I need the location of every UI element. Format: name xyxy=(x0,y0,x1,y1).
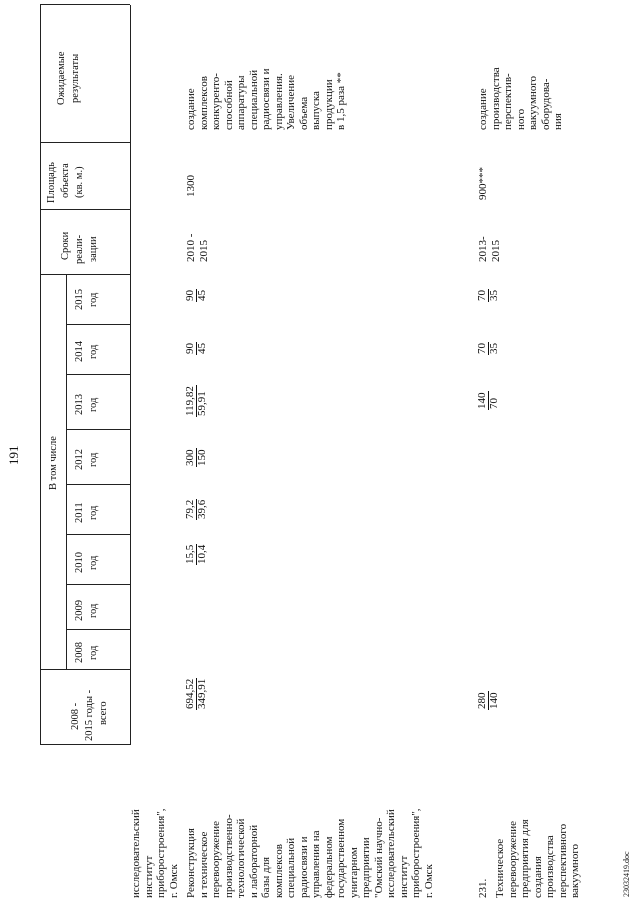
row-continuation-name: исследовательский институт приборостроения", г. Омск xyxy=(130,808,180,898)
row-value-2012: 300 150 xyxy=(184,449,208,466)
col-divider xyxy=(66,374,130,375)
col-divider xyxy=(40,142,130,143)
header-total-bot: всего xyxy=(98,701,109,725)
header-terms: зации xyxy=(88,236,99,262)
row-value-2013: 140 70 xyxy=(476,392,500,409)
col-divider xyxy=(66,324,130,325)
row-value-2014: 90 45 xyxy=(184,343,208,354)
header-year-unit: год xyxy=(88,505,99,520)
row-number: 231. xyxy=(477,878,489,898)
header-group-divider xyxy=(66,275,67,670)
row-total-value: 694,52 349,91 xyxy=(184,678,208,709)
col-divider xyxy=(66,534,130,535)
header-year: 2011 xyxy=(74,502,85,523)
row-name: Техническое перевооружение предприятия для создания производства перспективного вакуумного xyxy=(494,819,581,898)
row-results: создание производства перспектив- ного вакуумного оборудова- ния xyxy=(477,67,564,130)
col-divider xyxy=(66,584,130,585)
header-group-label: В том числе xyxy=(48,436,59,490)
header-year: 2012 xyxy=(74,449,85,470)
row-value-2011: 79,2 39,6 xyxy=(184,499,208,519)
page-number: 191 xyxy=(6,445,21,465)
row-value-2013: 119,82 59,91 xyxy=(184,386,208,416)
row-value-2015: 90 45 xyxy=(184,290,208,301)
header-area: (кв. м.) xyxy=(74,166,85,198)
header-results: результаты xyxy=(70,53,81,103)
col-divider xyxy=(66,484,130,485)
header-year-unit: год xyxy=(88,555,99,570)
row-terms: 2013- 2015 xyxy=(477,236,502,262)
header-bottom-border xyxy=(130,5,131,745)
header-year: 2014 xyxy=(74,341,85,362)
header-area: объекта xyxy=(60,163,71,198)
row-area: 1300 xyxy=(185,175,197,197)
header-results: Ожидаемые xyxy=(56,51,67,105)
header-total-top: 2008 - xyxy=(70,702,81,730)
header-year-unit: год xyxy=(88,397,99,412)
col-divider xyxy=(40,744,130,745)
row-total-value: 280 140 xyxy=(476,692,500,709)
header-year-unit: год xyxy=(88,344,99,359)
row-name: Реконструкция и техническое перевооружение производственно- технологической и лабораторной базы для комплексов специальной радиосвязи и управления на федеральном государственном унитарном предприятии "Омский научно- исследовательский институт приборостроения", г. Омск xyxy=(185,808,435,898)
col-divider xyxy=(40,669,130,670)
col-divider xyxy=(66,429,130,430)
col-divider xyxy=(40,274,130,275)
col-divider xyxy=(40,209,130,210)
header-year: 2010 xyxy=(74,552,85,573)
col-divider xyxy=(40,4,130,5)
header-total-mid: 2015 годы - xyxy=(84,689,95,741)
table-top-border xyxy=(40,5,41,745)
col-divider xyxy=(66,629,130,630)
header-terms: Сроки xyxy=(60,231,71,260)
header-year-unit: год xyxy=(88,452,99,467)
row-results: создание комплексов конкуренто- способной аппаратуры специальной радиосвязи и управления. Увеличение объема выпуска продукции в 1,5 раза ** xyxy=(185,68,347,130)
row-area: 900*** xyxy=(477,167,489,200)
row-terms: 2010 - 2015 xyxy=(185,233,210,262)
header-terms: реали- xyxy=(74,234,85,264)
header-year-unit: год xyxy=(88,603,99,618)
header-year-unit: год xyxy=(88,645,99,660)
header-year: 2013 xyxy=(74,394,85,415)
header-year: 2008 xyxy=(74,642,85,663)
header-area: Площадь xyxy=(46,162,57,203)
row-value-2010: 15,5 10,4 xyxy=(184,544,208,564)
footer-code: 23032419.doc xyxy=(622,851,631,897)
header-year: 2009 xyxy=(74,600,85,621)
header-year-unit: год xyxy=(88,292,99,307)
header-year: 2015 xyxy=(74,289,85,310)
row-value-2014: 70 35 xyxy=(476,343,500,354)
row-value-2015: 70 35 xyxy=(476,290,500,301)
